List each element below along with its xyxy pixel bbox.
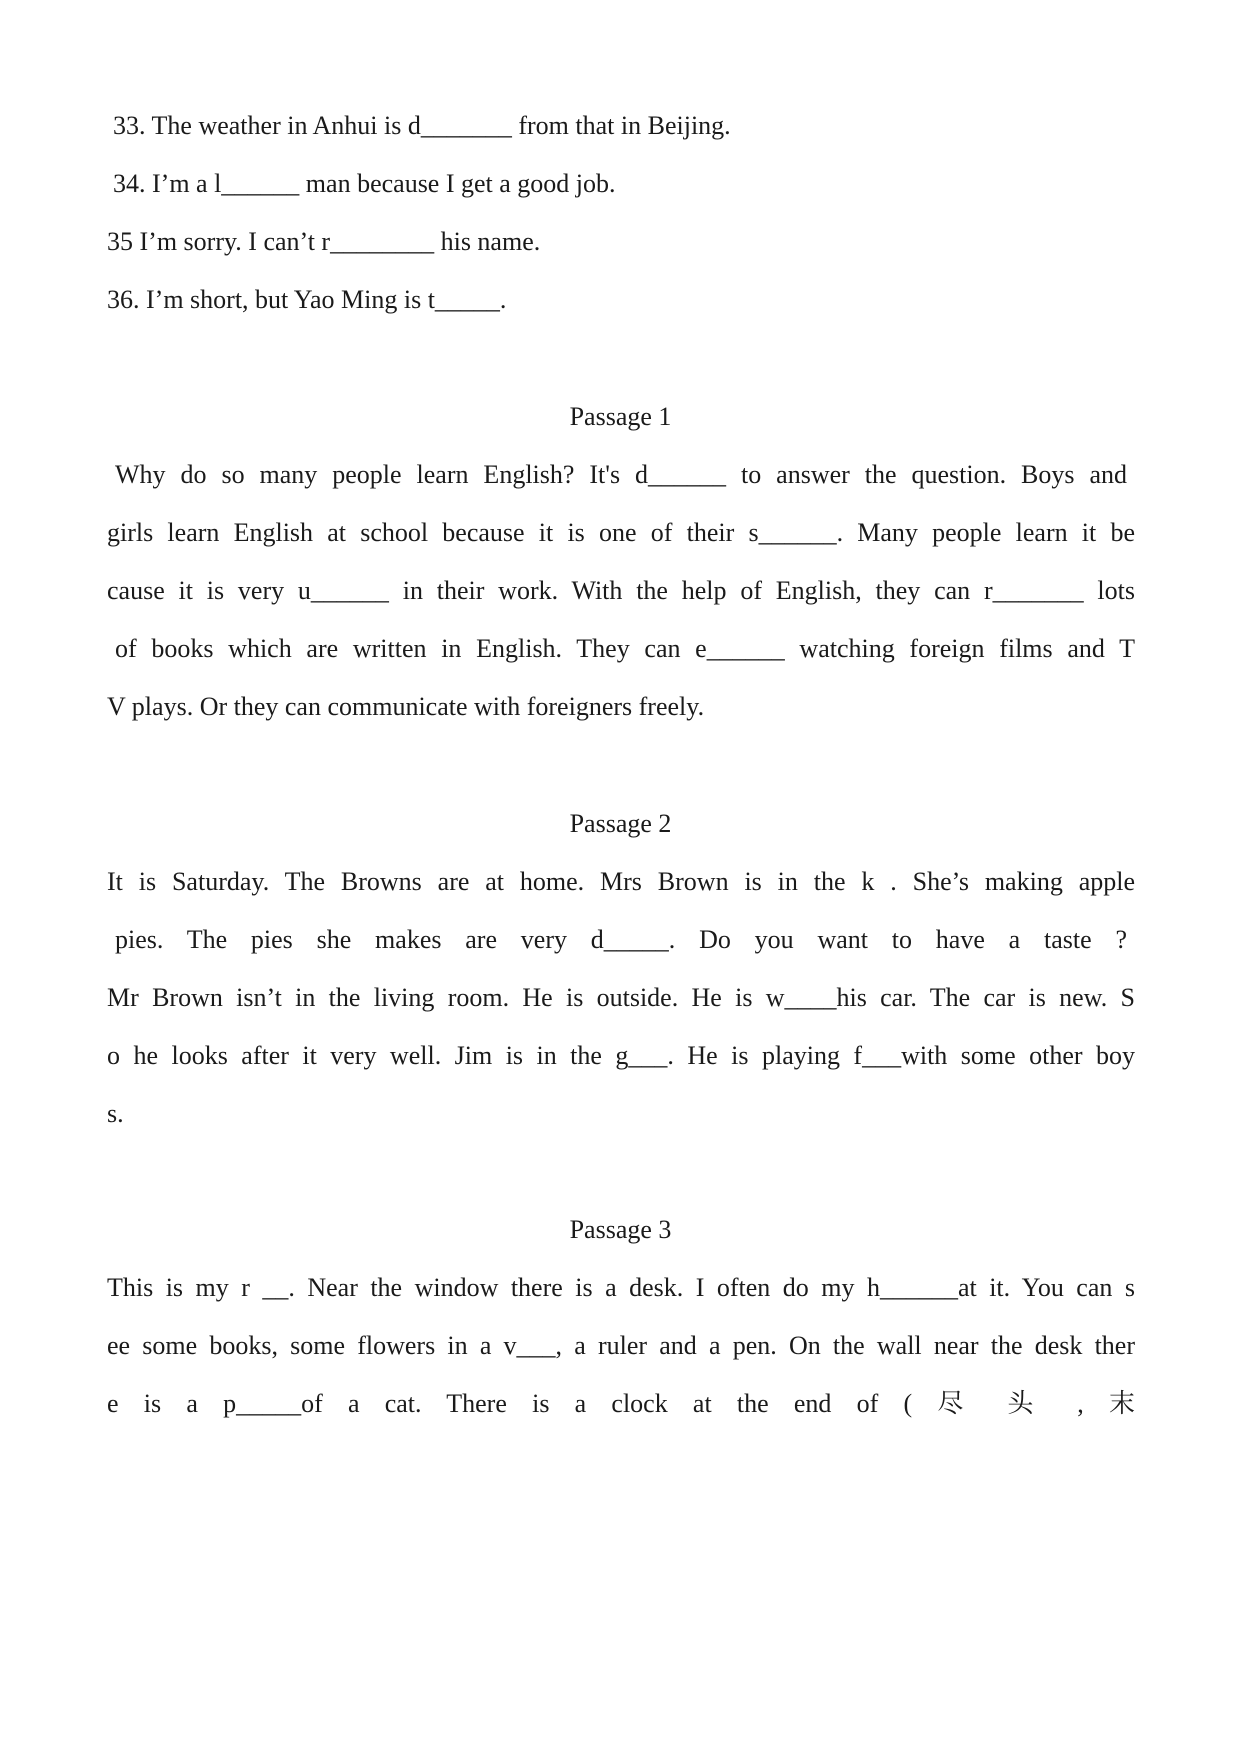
passage-2-line-3: Mr Brown isn’t in the living room. He is outside. He is w____his car. The car is new. S — [107, 983, 1135, 1012]
passage-1-line-4: of books which are written in English. They can e______ watching foreign films and T — [115, 634, 1135, 663]
passage-2-line-4: o he looks after it very well. Jim is in the g___. He is playing f___with some other boy — [107, 1041, 1135, 1070]
passage-3-line-3: e is a p_____of a cat. There is a clock at the end of ( 尽 头 , 末 — [107, 1389, 1135, 1418]
passage-1-title: Passage 1 — [569, 402, 672, 431]
passage-2-line-1: It is Saturday. The Browns are at home. Mrs Brown is in the k . She’s making apple — [107, 867, 1135, 896]
question-34: 34. I’m a l______ man because I get a good job. — [113, 169, 616, 198]
passage-1-line-1: Why do so many people learn English? It's d______ to answer the question. Boys and — [115, 460, 1127, 489]
passage-2-line-5: s. — [107, 1099, 124, 1128]
passage-1-line-2: girls learn English at school because it is one of their s______. Many people learn it be — [107, 518, 1135, 547]
passage-3-line-2: ee some books, some flowers in a v___, a ruler and a pen. On the wall near the desk ther — [107, 1331, 1135, 1360]
passage-2-title: Passage 2 — [569, 809, 672, 838]
question-35: 35 I’m sorry. I can’t r________ his name. — [107, 227, 541, 256]
question-33: 33. The weather in Anhui is d_______ from that in Beijing. — [113, 111, 731, 140]
passage-1-line-3: cause it is very u______ in their work. With the help of English, they can r_______ lots — [107, 576, 1135, 605]
passage-1-line-5: V plays. Or they can communicate with foreigners freely. — [107, 692, 705, 721]
passage-2-line-2: pies. The pies she makes are very d_____. Do you want to have a taste ? — [115, 925, 1127, 954]
passage-3-line-1: This is my r __. Near the window there is a desk. I often do my h______at it. You can s — [107, 1273, 1135, 1302]
passage-3-title: Passage 3 — [569, 1215, 672, 1244]
question-36: 36. I’m short, but Yao Ming is t_____. — [107, 285, 507, 314]
